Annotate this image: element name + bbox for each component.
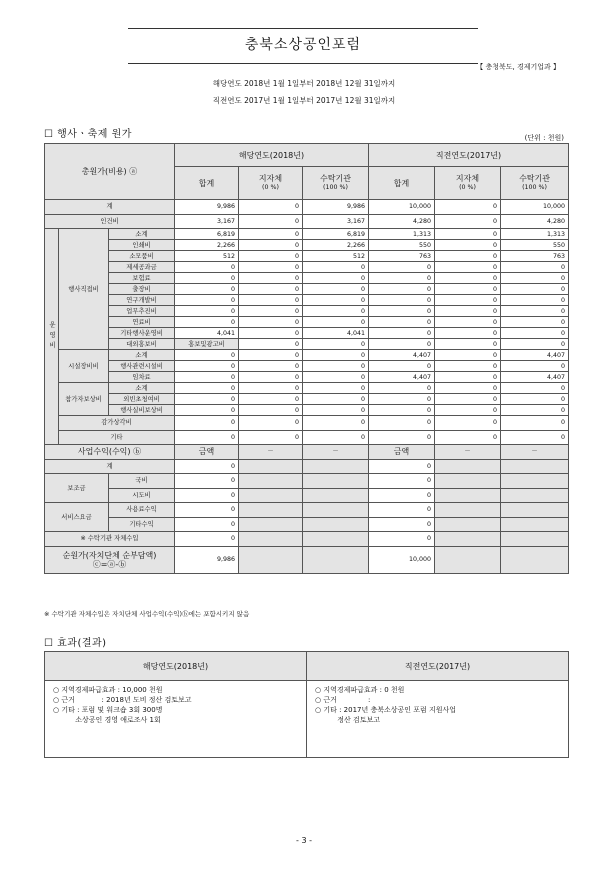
effect-line: ○ 지역경제파급효과 : 0 천원 [315,686,405,694]
cell-value: 0 [239,350,303,361]
dash: － [501,445,569,460]
effect-line: ○ 근거 : [315,696,371,704]
cell-value: 0 [501,317,569,328]
cell-value: 0 [435,372,501,383]
cell-value: 0 [501,284,569,295]
cell-value: 0 [501,328,569,339]
unit-label: (단위 : 천원) [524,134,564,142]
cell-value: 0 [175,459,239,474]
dash: － [435,445,501,460]
department-label: 【 충청북도, 경제기업과 】 [476,63,560,71]
row-label: ※ 수탁기관 자체수입 [45,532,175,547]
cell-value: 4,407 [369,372,435,383]
table-row [45,350,569,361]
cell-value: 0 [501,306,569,317]
row-label: 사용료수익 [109,503,175,518]
cell-value: 550 [501,240,569,251]
cell-value: 0 [435,240,501,251]
cell-value: 0 [303,262,369,273]
cell-value: 0 [303,350,369,361]
cell-value: 0 [175,416,239,431]
cell-value: 0 [175,488,239,503]
cost-section-title: ☐ 행사ㆍ축제 원가 [44,129,132,140]
cell-value: 0 [239,317,303,328]
cell-value: 0 [369,459,435,474]
cell-value: 0 [435,284,501,295]
footnote: ※ 수탁기관 자체수입은 자치단체 사업수익(수익)ⓑ에는 포함시키지 않음 [44,610,250,618]
cell-value: 2,266 [303,240,369,251]
cell-value: 0 [175,405,239,416]
table-row [45,328,569,339]
table-row [45,361,569,372]
cell-value: 1,313 [369,229,435,240]
cell-value: 0 [501,295,569,306]
cell-value: 0 [369,262,435,273]
cell-value: 0 [239,328,303,339]
table-row [45,306,569,317]
effect-header-current: 해당연도(2018년) [45,652,307,681]
row-label: 기타 [59,430,175,445]
effect-section-title: ☐ 효과(결과) [44,638,107,649]
document-title: 충북소상공인포럼 [244,37,362,53]
cell-value: 0 [435,295,501,306]
table-row [45,262,569,273]
row-label: 인건비 [45,214,175,229]
row-label: 행사관련시설비 [109,361,175,372]
effect-current [45,681,307,758]
cell-value: 0 [501,383,569,394]
cell-value: 0 [175,262,239,273]
cell-value: 0 [239,394,303,405]
cell-value: 0 [435,214,501,229]
net-cost-label: 순원가(자치단체 순부담액) ⓒ=ⓐ-ⓑ [45,546,175,573]
cell-value: 0 [239,295,303,306]
cell-value: 0 [239,416,303,431]
table-row [45,532,569,547]
group-service: 서비스요금 [45,503,109,532]
row-label: 시도비 [109,488,175,503]
cell-value: 4,407 [501,372,569,383]
cell-value: 0 [501,405,569,416]
cell-value: 0 [501,339,569,350]
dash: － [239,445,303,460]
revenue-amount-label: 금액 [369,445,435,460]
cell-value: 6,819 [175,229,239,240]
cell-value: 0 [369,405,435,416]
cell-value: 6,819 [303,229,369,240]
revenue-header: 사업수익(수익) ⓑ [45,445,175,460]
group-direct: 행사직접비 [59,229,109,350]
cell-value: 0 [369,295,435,306]
table-row [45,229,569,240]
table-row [45,251,569,262]
cell-value: 0 [501,361,569,372]
cell-value: 0 [435,361,501,372]
cell-value: 512 [303,251,369,262]
cell-value: 0 [239,200,303,215]
cell-value: 0 [369,273,435,284]
cell-value: 0 [175,372,239,383]
cell-value: 0 [369,306,435,317]
cell-value: 4,280 [369,214,435,229]
row-label: 업무추진비 [109,306,175,317]
table-row [45,546,569,573]
cell-value: 0 [175,430,239,445]
cell-value: 0 [435,350,501,361]
cell-value: 0 [303,306,369,317]
effect-line: ○ 기타 : 포럼 및 워크숍 3회 300명 [53,706,163,714]
cell-value: 9,986 [175,200,239,215]
cell-value: 0 [239,361,303,372]
cell-value: 9,986 [175,546,239,573]
row-label: 홍보및광고비 [175,339,239,350]
cell-value: 0 [175,273,239,284]
header-agency: 수탁기관 (100 %) [501,167,569,200]
cost-table [44,143,569,574]
cell-value: 4,407 [501,350,569,361]
cell-value: 0 [175,517,239,532]
cell-value: 0 [303,405,369,416]
cell-value: 0 [175,284,239,295]
cell-value: 0 [239,214,303,229]
group-ops: 운영비 [45,229,59,445]
table-row [45,416,569,431]
cell-value: 0 [303,430,369,445]
cell-value: 3,167 [175,214,239,229]
row-label: 계 [45,200,175,215]
header-prior-year: 직전연도(2017년) [369,144,569,167]
cell-value: 4,280 [501,214,569,229]
table-row [45,517,569,532]
cell-value: 0 [369,532,435,547]
row-label: 기타수익 [109,517,175,532]
cell-value: 0 [501,262,569,273]
cell-value: 0 [435,339,501,350]
row-label: 소계 [109,350,175,361]
effect-table [44,651,569,758]
cell-value: 0 [369,284,435,295]
row-label: 외빈초청여비 [109,394,175,405]
cell-value: 0 [303,284,369,295]
cell-value: 0 [303,317,369,328]
cell-value: 4,407 [369,350,435,361]
row-label: 행사실비보상비 [109,405,175,416]
effect-line: ○ 기타 : 2017년 충북소상공인 포럼 지원사업 [315,706,457,714]
cell-value: 0 [435,394,501,405]
cell-value: 0 [175,503,239,518]
row-label: 기타행사운영비 [109,328,175,339]
header-current-year: 해당연도(2018년) [175,144,369,167]
cell-value: 0 [435,306,501,317]
cell-value: 0 [239,430,303,445]
cell-value: 0 [303,416,369,431]
cell-value: 0 [501,430,569,445]
title-box [128,28,478,64]
table-row [45,405,569,416]
cell-value: 0 [435,383,501,394]
cell-value: 0 [303,273,369,284]
table-row [45,317,569,328]
cell-value: 0 [369,317,435,328]
cell-value: 10,000 [369,200,435,215]
cell-value: 763 [369,251,435,262]
cell-value: 0 [303,372,369,383]
cell-value: 0 [369,339,435,350]
cell-value: 0 [239,251,303,262]
row-label: 연료비 [109,317,175,328]
row-label: 감가상각비 [59,416,175,431]
table-row [45,295,569,306]
cell-value: 0 [435,200,501,215]
row-label: 국비 [109,474,175,489]
cell-value: 0 [239,339,303,350]
cell-value: 0 [175,394,239,405]
cell-value: 0 [435,273,501,284]
cell-value: 0 [435,317,501,328]
cell-value: 9,986 [303,200,369,215]
table-row [45,339,569,350]
table-row [45,474,569,489]
cell-value: 0 [303,383,369,394]
cell-value: 0 [435,262,501,273]
period-current: 해당연도 2018년 1월 1일부터 2018년 12월 31일까지 [212,79,396,88]
row-label: 연구개발비 [109,295,175,306]
table-row [45,200,569,215]
effect-line: ○ 근거 : 2018년 도비 정산 검토보고 [53,696,192,704]
cell-value: 0 [175,317,239,328]
table-row [45,394,569,405]
cell-value: 0 [369,474,435,489]
cell-value: 0 [435,229,501,240]
cell-value: 0 [175,306,239,317]
cell-value: 0 [369,517,435,532]
table-row [45,445,569,460]
cell-value: 0 [239,372,303,383]
cell-value: 0 [239,306,303,317]
cell-value: 1,313 [501,229,569,240]
cell-value: 2,266 [175,240,239,251]
header-sum: 합계 [175,167,239,200]
cell-value: 0 [239,273,303,284]
group-promo: 대외홍보비 [109,339,175,350]
cell-value: 4,041 [175,328,239,339]
cell-value: 0 [369,488,435,503]
period-prior: 직전연도 2017년 1월 1일부터 2017년 12월 31일까지 [212,96,396,105]
cell-value: 0 [435,405,501,416]
row-label: 소계 [109,229,175,240]
table-row [45,430,569,445]
effect-line: 소상공인 경영 애로조사 1회 [53,716,161,724]
page-number: - 3 - [296,836,312,845]
cell-value: 0 [501,416,569,431]
cell-value: 512 [175,251,239,262]
cell-value: 0 [175,295,239,306]
group-facility: 시설장비비 [59,350,109,383]
row-label: 소모품비 [109,251,175,262]
cell-value: 0 [175,532,239,547]
cell-value: 3,167 [303,214,369,229]
row-label: 계 [45,459,175,474]
cell-value: 0 [175,383,239,394]
effect-prior [307,681,569,758]
table-row [45,240,569,251]
cell-value: 0 [303,339,369,350]
header-agency: 수탁기관 (100 %) [303,167,369,200]
group-comp: 참가자보상비 [59,383,109,416]
cell-value: 0 [303,361,369,372]
cell-value: 0 [369,361,435,372]
table-row [45,383,569,394]
table-row [45,503,569,518]
header-sum: 합계 [369,167,435,200]
cell-value: 0 [435,430,501,445]
cell-value: 550 [369,240,435,251]
row-label: 소계 [109,383,175,394]
cell-value: 0 [239,229,303,240]
header-local: 지자체 (0 %) [239,167,303,200]
row-label: 임차료 [109,372,175,383]
cell-value: 0 [369,416,435,431]
dash: － [303,445,369,460]
cell-value: 0 [239,262,303,273]
effect-line: ○ 지역경제파급효과 : 10,000 천원 [53,686,163,694]
revenue-amount-label: 금액 [175,445,239,460]
cell-value: 0 [435,416,501,431]
cell-value: 0 [239,383,303,394]
header-total-cost: 총원가(비용) ⓐ [45,144,175,200]
cell-value: 0 [239,284,303,295]
cell-value: 0 [435,328,501,339]
row-label: 인쇄비 [109,240,175,251]
cell-value: 0 [239,405,303,416]
cell-value: 0 [435,251,501,262]
effect-header-prior: 직전연도(2017년) [307,652,569,681]
cell-value: 0 [239,240,303,251]
cell-value: 0 [369,394,435,405]
cell-value: 0 [175,350,239,361]
group-subsidy: 보조금 [45,474,109,503]
table-row [45,214,569,229]
cell-value: 0 [303,394,369,405]
cell-value: 10,000 [369,546,435,573]
row-label: 제세공과금 [109,262,175,273]
effect-line: 정산 검토보고 [315,716,381,724]
row-label: 보험료 [109,273,175,284]
cell-value: 0 [369,383,435,394]
cell-value: 0 [501,394,569,405]
cell-value: 4,041 [303,328,369,339]
cell-value: 0 [501,273,569,284]
table-row [45,488,569,503]
cell-value: 0 [369,503,435,518]
cell-value: 0 [175,361,239,372]
table-row [45,459,569,474]
row-label: 출장비 [109,284,175,295]
table-row [45,372,569,383]
header-local: 지자체 (0 %) [435,167,501,200]
table-row [45,284,569,295]
cell-value: 0 [303,295,369,306]
table-row [45,273,569,284]
cell-value: 0 [369,430,435,445]
cell-value: 763 [501,251,569,262]
cell-value: 10,000 [501,200,569,215]
cell-value: 0 [175,474,239,489]
cell-value: 0 [369,328,435,339]
